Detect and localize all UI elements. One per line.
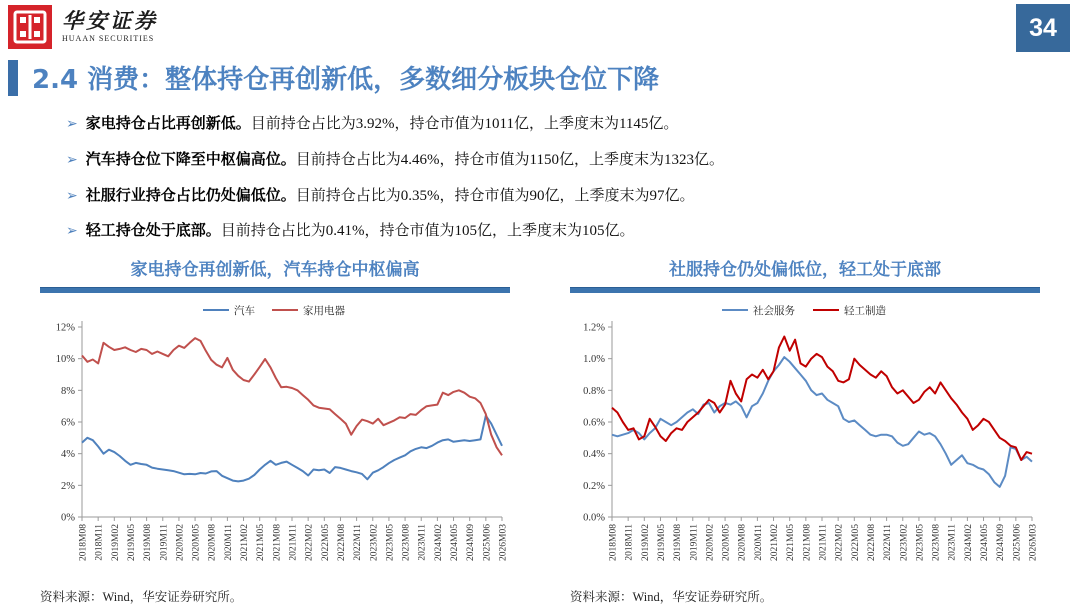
x-tick-label: 2020M02 <box>705 524 716 561</box>
bullet-item <box>66 150 1026 172</box>
title-row <box>8 59 659 96</box>
x-tick-label: 2020M11 <box>223 524 234 561</box>
x-tick-label: 2021M11 <box>818 524 829 561</box>
logo-en-text: HUAAN SECURITIES <box>62 34 155 44</box>
y-tick-label: 10% <box>55 354 75 366</box>
left-chart-underline <box>40 287 510 293</box>
right-chart-source: 资料来源：Wind，华安证券研究所。 <box>570 590 773 604</box>
x-tick-label: 2024M09 <box>466 524 477 561</box>
x-tick-label: 2022M11 <box>883 524 894 561</box>
header-logo <box>8 5 158 49</box>
left-chart-canvas <box>40 299 510 583</box>
x-tick-label: 2022M02 <box>304 524 315 561</box>
bullet-list <box>66 114 1026 257</box>
bullet-lead: 汽车持仓位下降至中枢偏高位。 <box>85 151 296 168</box>
y-tick-label: 1.2% <box>583 322 605 334</box>
y-tick-label: 0.4% <box>583 449 605 461</box>
x-tick-label: 2022M02 <box>834 524 845 561</box>
y-tick-label: 4% <box>61 449 75 461</box>
left-chart-source: 资料来源：Wind，华安证券研究所。 <box>40 590 243 604</box>
bullet-text: 目前持仓占比为0.41%，持仓市值为105亿，上季度末为105亿。 <box>220 223 635 240</box>
legend-label-社会服务: 社会服务 <box>753 306 795 317</box>
chart-block-right <box>570 255 1040 605</box>
x-tick-label: 2021M08 <box>272 524 283 561</box>
x-tick-label: 2018M08 <box>608 524 619 561</box>
logo-cn-text: 华安证券 <box>62 8 158 33</box>
y-tick-label: 8% <box>61 385 75 397</box>
x-tick-label: 2023M05 <box>385 524 396 561</box>
x-tick-label: 2025M06 <box>1012 524 1023 561</box>
y-tick-label: 0% <box>61 512 75 524</box>
left-chart-title: 家电持仓再创新低，汽车持仓中枢偏高 <box>130 260 420 280</box>
title-accent-bar <box>8 60 18 96</box>
x-tick-label: 2024M09 <box>996 524 1007 561</box>
x-tick-label: 2021M11 <box>288 524 299 561</box>
right-chart-canvas <box>570 299 1040 583</box>
charts-row <box>40 255 1040 605</box>
bullet-item <box>66 221 1026 243</box>
x-tick-label: 2023M02 <box>369 524 380 561</box>
y-tick-label: 6% <box>61 417 75 429</box>
bullet-arrow-icon: ➢ <box>66 188 78 204</box>
x-tick-label: 2019M05 <box>126 524 137 561</box>
series-line-轻工制造 <box>612 337 1032 461</box>
x-tick-label: 2021M02 <box>240 524 251 561</box>
x-tick-label: 2022M08 <box>336 524 347 561</box>
x-tick-label: 2020M05 <box>191 524 202 561</box>
x-tick-label: 2020M08 <box>207 524 218 561</box>
bullet-item <box>66 186 1026 208</box>
bullet-lead: 社服行业持仓占比仍处偏低位。 <box>85 187 296 204</box>
x-tick-label: 2022M05 <box>320 524 331 561</box>
legend-label-汽车: 汽车 <box>234 306 255 317</box>
y-tick-label: 0.2% <box>583 480 605 492</box>
x-tick-label: 2026M03 <box>498 524 509 561</box>
x-tick-label: 2023M11 <box>947 524 958 561</box>
bullet-text: 目前持仓占比为4.46%，持仓市值为1150亿，上季度末为1323亿。 <box>295 151 724 168</box>
x-tick-label: 2023M11 <box>417 524 428 561</box>
x-tick-label: 2020M02 <box>175 524 186 561</box>
x-tick-label: 2019M02 <box>110 524 121 561</box>
legend-label-家用电器: 家用电器 <box>303 306 345 317</box>
y-tick-label: 0.0% <box>583 512 605 524</box>
series-line-家用电器 <box>82 338 502 455</box>
x-tick-label: 2022M11 <box>353 524 364 561</box>
chart-block-left <box>40 255 510 605</box>
page-number-badge: 34 <box>1016 4 1070 52</box>
x-tick-label: 2018M08 <box>78 524 89 561</box>
x-tick-label: 2024M05 <box>980 524 991 561</box>
x-tick-label: 2023M08 <box>401 524 412 561</box>
x-tick-label: 2019M02 <box>640 524 651 561</box>
x-tick-label: 2024M02 <box>433 524 444 561</box>
huaan-logo-icon <box>8 5 52 49</box>
bullet-arrow-icon: ➢ <box>66 224 78 240</box>
bullet-arrow-icon: ➢ <box>66 152 78 168</box>
bullet-text: 目前持仓占比为0.35%，持仓市值为90亿，上季度末为97亿。 <box>295 187 695 204</box>
x-tick-label: 2021M05 <box>256 524 267 561</box>
bullet-arrow-icon: ➢ <box>66 117 78 132</box>
x-tick-label: 2019M08 <box>143 524 154 561</box>
x-tick-label: 2024M02 <box>963 524 974 561</box>
x-tick-label: 2019M05 <box>656 524 667 561</box>
x-tick-label: 2019M11 <box>159 524 170 561</box>
x-tick-label: 2024M05 <box>450 524 461 561</box>
x-tick-label: 2021M05 <box>786 524 797 561</box>
right-chart-underline <box>570 287 1040 293</box>
x-tick-label: 2026M03 <box>1028 524 1039 561</box>
x-tick-label: 2021M02 <box>770 524 781 561</box>
right-chart-title: 社服持仓仍处偏低位，轻工处于底部 <box>669 260 941 280</box>
x-tick-label: 2025M06 <box>482 524 493 561</box>
y-tick-label: 2% <box>61 480 75 492</box>
bullet-lead: 家电持仓占比再创新低。 <box>85 116 251 132</box>
legend-label-轻工制造: 轻工制造 <box>844 306 886 317</box>
y-tick-label: 0.8% <box>583 385 605 397</box>
logo-text <box>62 5 158 43</box>
x-tick-label: 2022M08 <box>866 524 877 561</box>
x-tick-label: 2018M11 <box>624 524 635 561</box>
bullet-text: 目前持仓占比为3.92%，持仓市值为1011亿，上季度末为1145亿。 <box>250 116 679 132</box>
x-tick-label: 2023M02 <box>899 524 910 561</box>
x-tick-label: 2023M08 <box>931 524 942 561</box>
x-tick-label: 2020M05 <box>721 524 732 561</box>
x-tick-label: 2020M11 <box>753 524 764 561</box>
y-tick-label: 1.0% <box>583 354 605 366</box>
series-line-汽车 <box>82 416 502 482</box>
page-title: 2.4 消费：整体持仓再创新低，多数细分板块仓位下降 <box>32 65 660 95</box>
bullet-item <box>66 114 1026 136</box>
x-tick-label: 2020M08 <box>737 524 748 561</box>
x-tick-label: 2019M11 <box>689 524 700 561</box>
x-tick-label: 2023M05 <box>915 524 926 561</box>
x-tick-label: 2022M05 <box>850 524 861 561</box>
y-tick-label: 12% <box>55 322 75 334</box>
x-tick-label: 2021M08 <box>802 524 813 561</box>
y-tick-label: 0.6% <box>583 417 605 429</box>
x-tick-label: 2018M11 <box>94 524 105 561</box>
x-tick-label: 2019M08 <box>673 524 684 561</box>
bullet-lead: 轻工持仓处于底部。 <box>85 223 221 240</box>
